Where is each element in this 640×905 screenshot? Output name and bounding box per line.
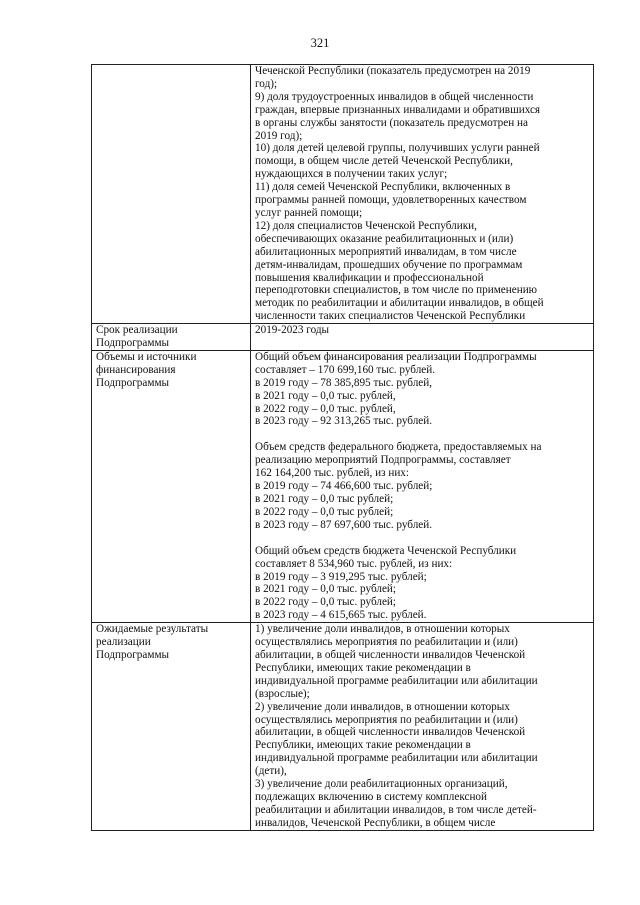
row-content-cell [251,65,594,324]
content-line: инвалидов, Чеченской Республики, в общем числе [255,816,496,829]
content-line: 9) доля трудоустроенных инвалидов в общей численности [255,90,534,103]
content-line: в 2021 году – 0,0 тыс рублей; [255,493,394,505]
row-content-cell [251,623,594,831]
content-line: в 2023 году – 87 697,600 тыс. рублей. [255,518,433,531]
content-line: переподготовки специалистов, в том числе по применению [255,284,538,297]
content-line: (дети), [255,765,287,778]
content-line: 1) увеличение доли инвалидов, в отношении которых [255,623,510,636]
row-label-cell [92,623,251,831]
row-content-cell [251,350,594,622]
content-line: обеспечивающих оказание реабилитационных и (или) [255,232,514,245]
content-line: Республики, имеющих такие рекомендации в [255,661,471,674]
content-line: помощи, в общем числе детей Чеченской Республики, [255,155,513,168]
content-line: подлежащих включению в систему комплексной [255,790,488,803]
paragraph-gap [255,428,590,441]
content-line: численности таких специалистов Чеченской Республики [255,310,526,323]
row-label-cell [92,350,251,622]
content-line: программы ранней помощи, удовлетворенных качеством [255,194,527,207]
page-number: 321 [310,36,330,50]
content-line: в 2019 году – 78 385,895 тыс. рублей, [255,376,433,389]
table-row [92,623,594,831]
content-line: 162 164,200 тыс. рублей, из них: [255,467,410,480]
content-line: год); [255,77,278,90]
row-label-cell [92,324,251,351]
content-line: 2) увеличение доли инвалидов, в отношении которых [255,700,510,713]
content-line: составляет – 170 699,160 тыс. рублей. [255,363,436,376]
content-line: абилитации, в общей численности инвалидов Чеченской [255,726,526,739]
content-line: методик по реабилитации и абилитации инвалидов, в общей [255,297,544,310]
content-line: в 2021 году – 0,0 тыс. рублей; [255,583,397,596]
label-line: Подпрограммы [96,337,170,350]
label-line: Ожидаемые результаты [96,623,209,636]
label-line: Объемы и источники [96,350,197,363]
content-line: в 2022 году – 0,0 тыс. рублей, [255,402,396,415]
content-line: (взрослые); [255,687,310,700]
content-line: нуждающихся в получении таких услуг; [255,168,448,181]
content-line: в 2023 году – 4 615,665 тыс. рублей. [255,609,427,622]
content-line: 2019 год); [255,129,303,142]
content-line: осуществлялись мероприятия по реабилитации и (или) [255,636,518,649]
content-line: 3) увеличение доли реабилитационных организаций, [255,778,508,791]
content-line: 11) доля семей Чеченской Республики, включенных в [255,181,511,194]
content-line: в органы службы занятости (показатель предусмотрен на [255,116,528,129]
content-line: индивидуальной программе реабилитации или абилитации [255,674,538,687]
content-line: повышения квалификации и профессиональной [255,271,484,284]
label-line: Подпрограммы [96,376,170,389]
content-line: осуществлялись мероприятия по реабилитации и (или) [255,713,518,726]
paragraph-gap [255,532,590,545]
content-line: абилитации, в общей численности инвалидов Чеченской [255,648,526,661]
content-line: в 2021 году – 0,0 тыс. рублей, [255,389,396,402]
table-body [92,65,594,831]
content-line: в 2022 году – 0,0 тыс рублей; [255,505,394,518]
content-line: 10) доля детей целевой группы, получивших услуги ранней [255,142,540,155]
label-line: реализации [96,636,151,649]
content-line: граждан, впервые признанных инвалидами и обратившихся [255,103,541,116]
content-line: детям-инвалидам, прошедших обучение по программам [255,258,523,271]
label-line: финансирования [96,363,176,376]
content-line: абилитационных мероприятий инвалидам, в том числе [255,245,517,258]
content-line: реализацию мероприятий Подпрограммы, составляет [255,454,511,467]
content-line: составляет 8 534,960 тыс. рублей, из них: [255,557,453,570]
content-line: Чеченской Республики (показатель предусмотрен на 2019 [255,65,531,77]
content-line: Объем средств федерального бюджета, предоставляемых на [255,441,542,454]
content-line: в 2019 году – 3 919,295 тыс. рублей; [255,570,427,583]
content-line: услуг ранней помощи; [255,206,363,219]
table-row [92,65,594,324]
content-line: реабилитации и абилитации инвалидов, в том числе детей- [255,803,537,816]
table-row [92,324,594,351]
content-line: 2019-2023 годы [255,324,330,337]
table-row [92,350,594,622]
content-line: в 2023 году – 92 313,265 тыс. рублей. [255,415,433,428]
subprogram-passport-table [91,64,594,831]
content-line: в 2019 году – 74 466,600 тыс. рублей; [255,480,433,493]
content-line: в 2022 году – 0,0 тыс. рублей; [255,596,397,609]
content-line: Общий объем финансирования реализации Подпрограммы [255,350,537,363]
label-line: Подпрограммы [96,648,170,661]
row-label-cell [92,65,251,324]
content-line: индивидуальной программе реабилитации или абилитации [255,752,538,765]
row-content-cell [251,324,594,351]
content-line: Общий объем средств бюджета Чеченской Республики [255,544,517,557]
content-line: Республики, имеющих такие рекомендации в [255,739,471,752]
content-line: 12) доля специалистов Чеченской Республики, [255,219,477,232]
label-line: Срок реализации [96,324,178,337]
